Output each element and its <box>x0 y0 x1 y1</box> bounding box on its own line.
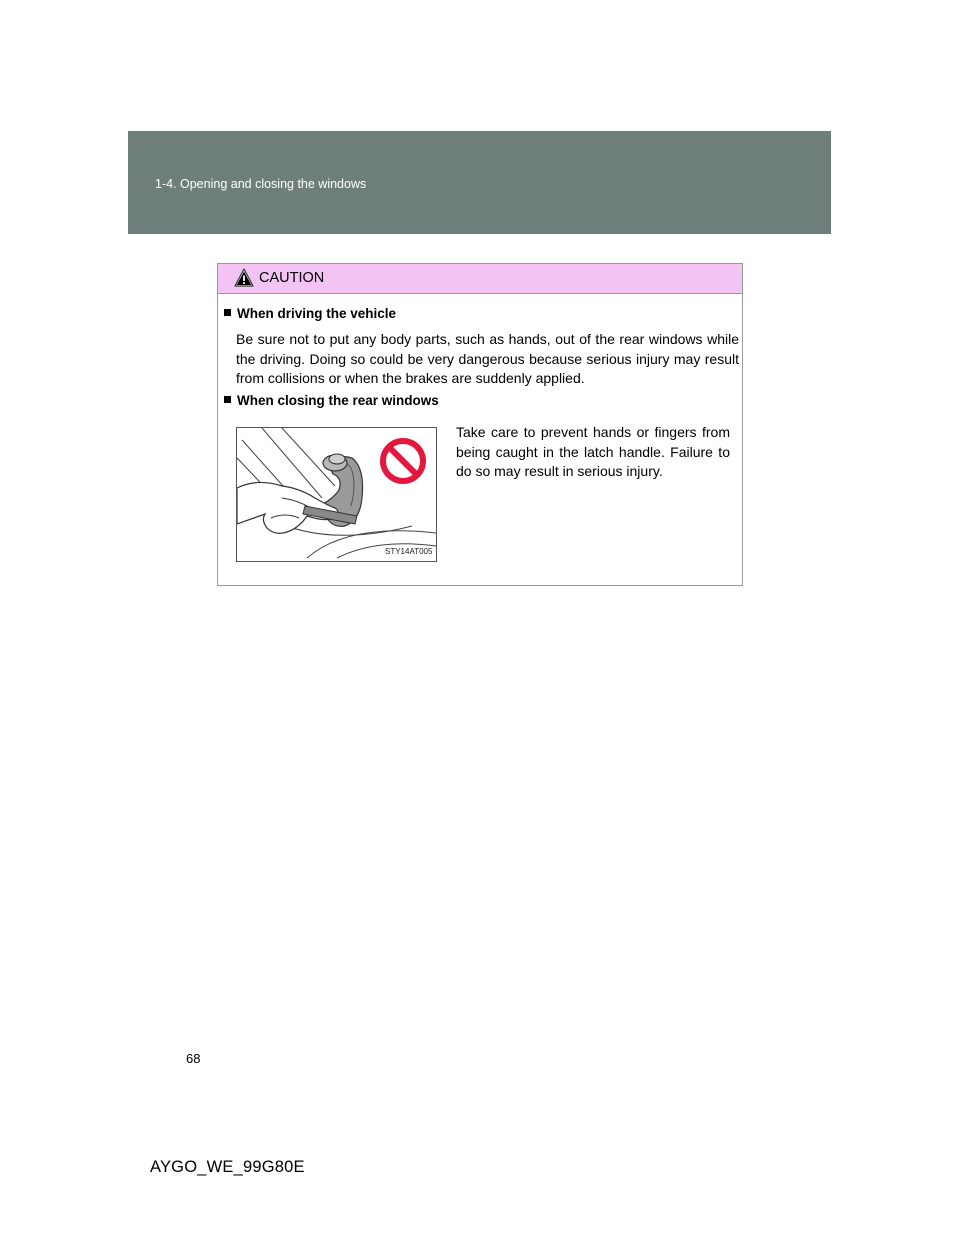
section-heading-text: When closing the rear windows <box>237 393 439 408</box>
caution-box <box>217 263 743 586</box>
section-title: 1-4. Opening and closing the windows <box>155 177 367 191</box>
section-heading-closing <box>224 393 439 408</box>
warning-triangle-icon <box>234 268 254 287</box>
bullet-square-icon <box>224 309 231 316</box>
closing-paragraph: Take care to prevent hands or fingers from being caught in the latch handle. Failure to do so may result in serious injury. <box>456 424 730 479</box>
section-heading-driving <box>224 306 396 321</box>
latch-illustration <box>236 427 437 562</box>
prohibition-icon <box>383 441 423 481</box>
bullet-square-icon <box>224 396 231 403</box>
caution-label: CAUTION <box>259 270 325 286</box>
header-band <box>128 131 831 234</box>
driving-paragraph: Be sure not to put any body parts, such as hands, out of the rear windows while the driving. Doing so could be very dangerous because serious injury may result from collisions or when the brakes are suddenly applied. <box>236 331 739 386</box>
page-number: 68 <box>186 1051 201 1066</box>
section-heading-text: When driving the vehicle <box>237 306 397 321</box>
latch-handle-drawing <box>237 428 436 561</box>
figure-code: STY14AT005 <box>385 547 433 556</box>
document-code: AYGO_WE_99G80E <box>150 1158 305 1176</box>
caution-header <box>218 264 742 294</box>
